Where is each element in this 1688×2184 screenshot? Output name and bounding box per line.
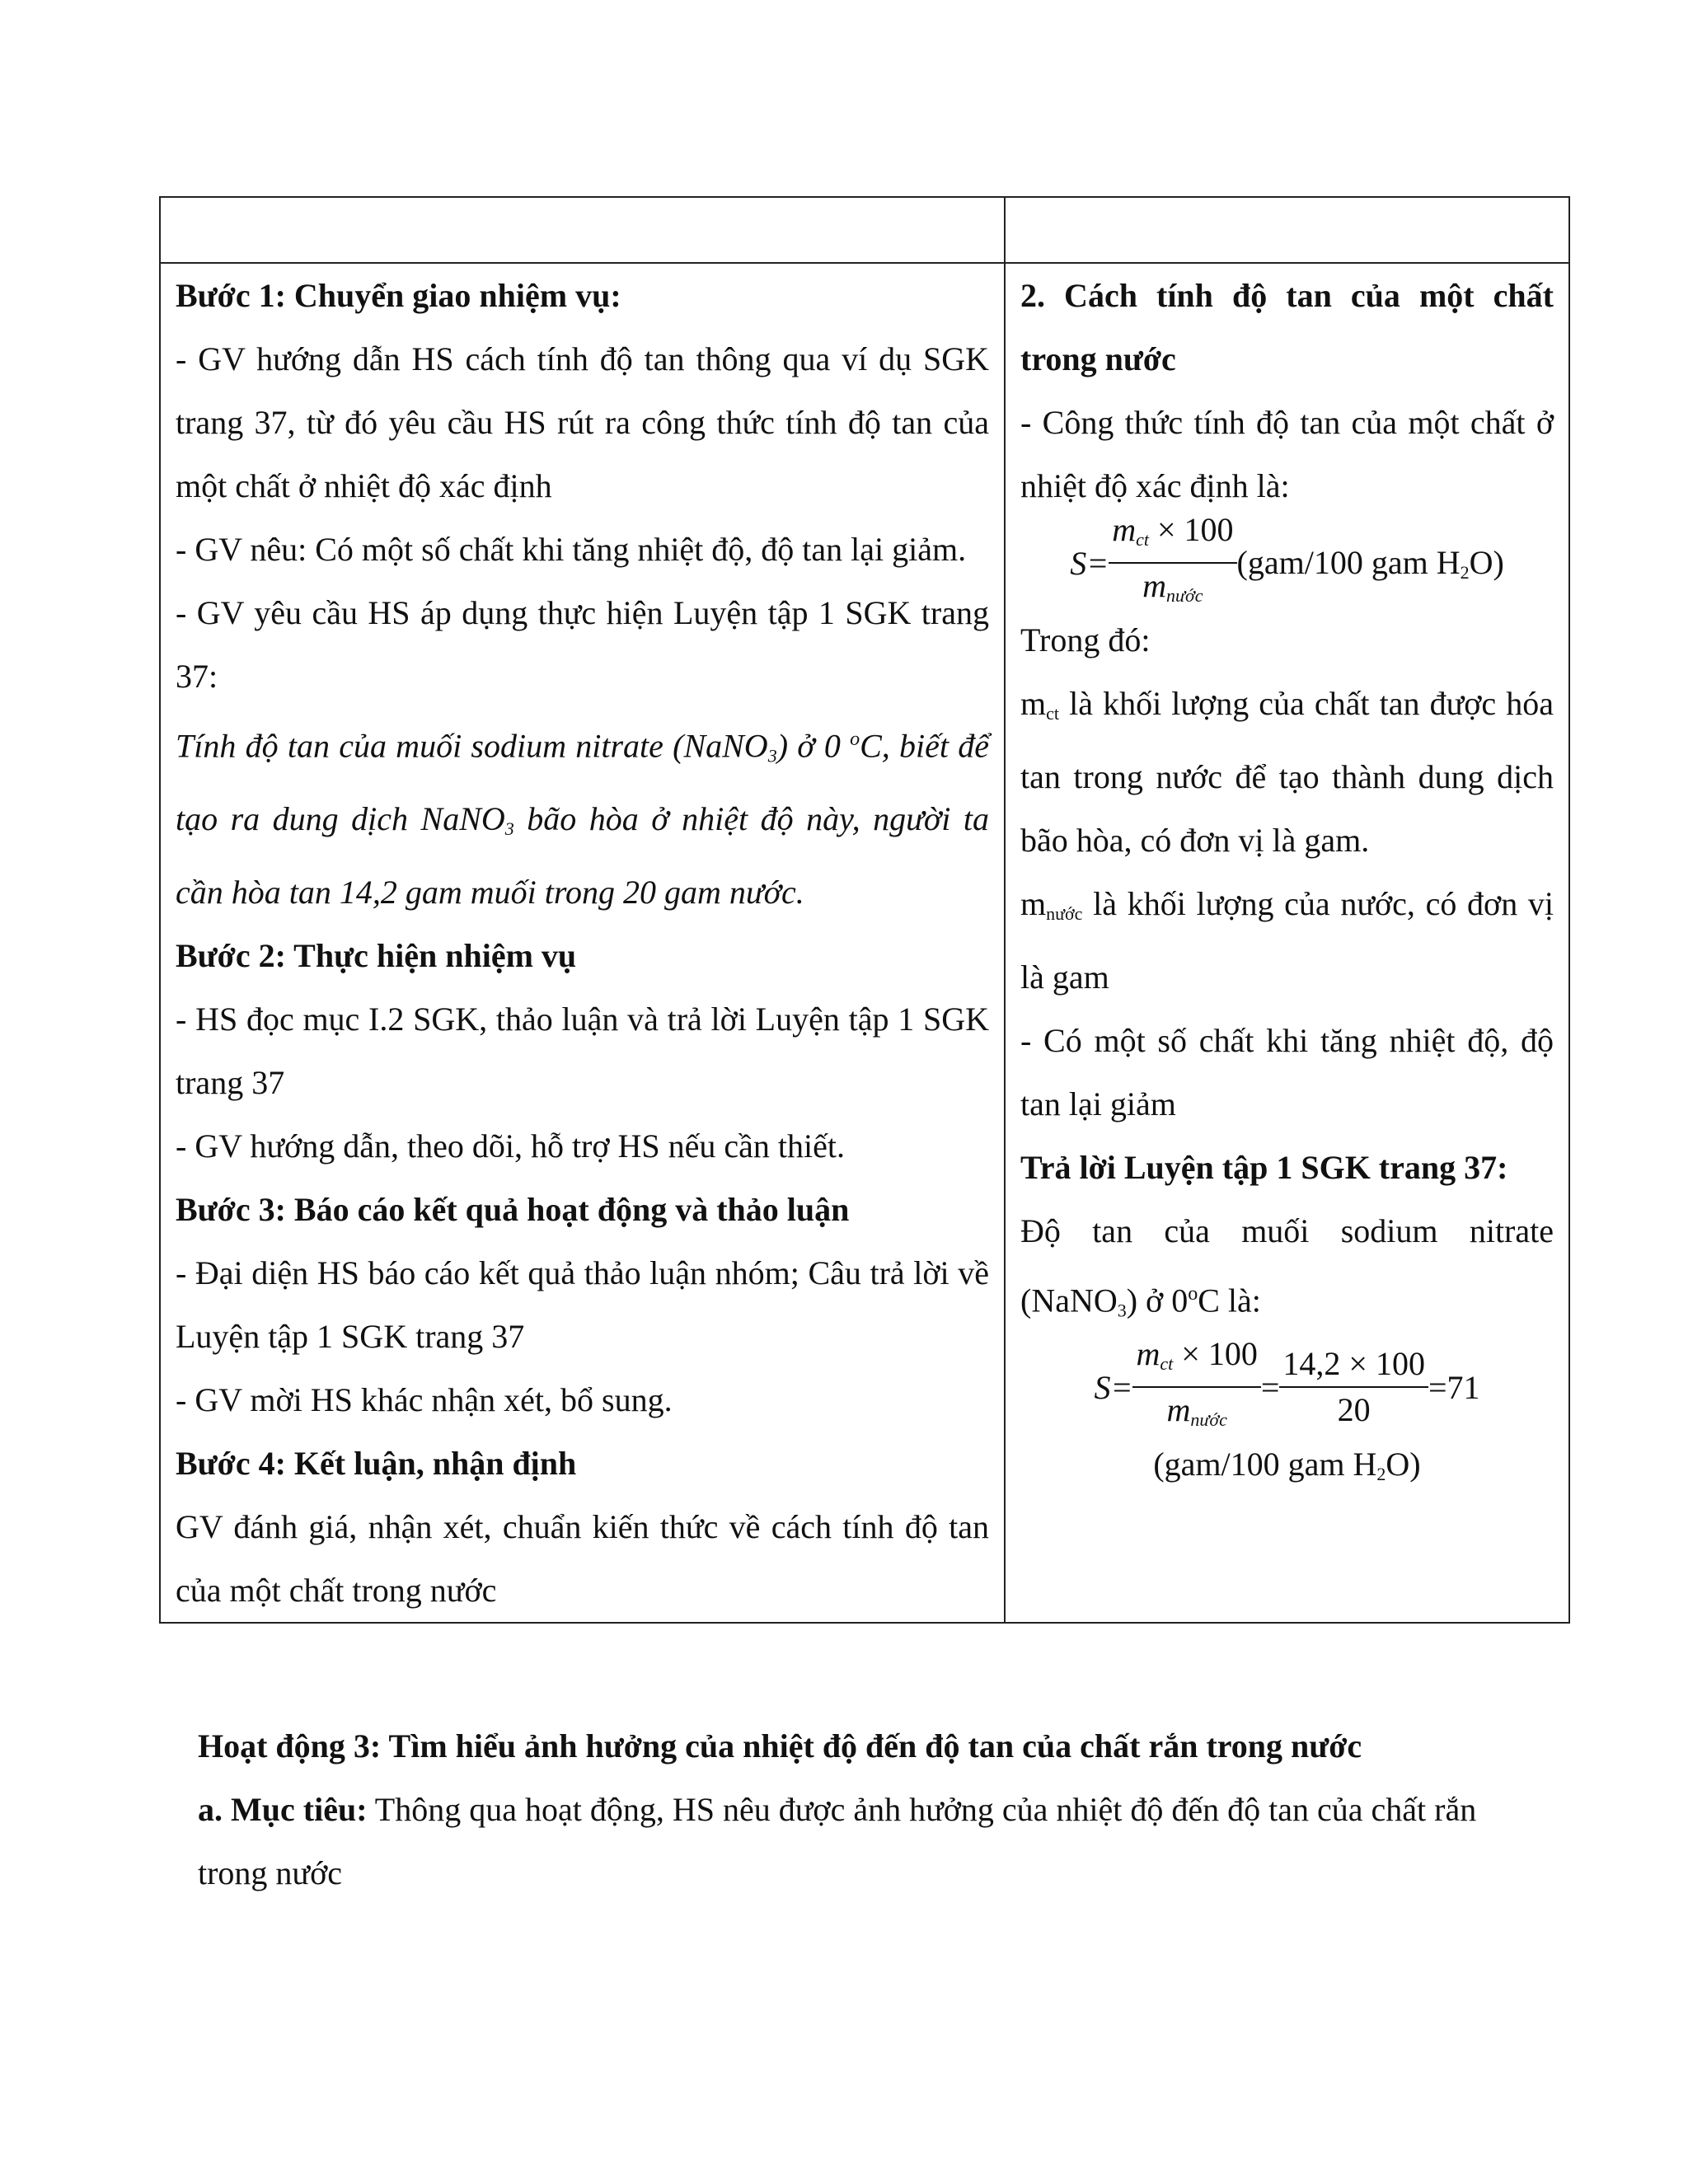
- subscript: 2: [1460, 561, 1470, 583]
- answer-part: C là:: [1198, 1282, 1261, 1319]
- numerator-m: m: [1112, 511, 1137, 548]
- teacher-activity-cell: [160, 263, 1005, 1623]
- subscript: ct: [1136, 529, 1149, 550]
- solubility-formula: [1020, 511, 1554, 608]
- subscript: 3: [767, 745, 777, 766]
- unit-part: O): [1469, 543, 1504, 581]
- empty-cell-right: [1005, 197, 1569, 263]
- degree-mark: o: [850, 729, 860, 750]
- formula-fraction: [1109, 508, 1236, 618]
- table-header-row: [160, 197, 1569, 263]
- mct-definition: [1020, 672, 1554, 872]
- symbol-m: m: [1020, 885, 1047, 922]
- step3-line2: - GV mời HS khác nhận xét, bổ sung.: [176, 1381, 673, 1419]
- formula-intro: - Công thức tính độ tan của một chất ở nhiệt độ xác định là:: [1020, 404, 1554, 504]
- fraction-numerator: [1132, 1332, 1260, 1388]
- subscript: nước: [1046, 903, 1083, 924]
- exercise-part: ) ở 0: [776, 727, 851, 765]
- step3-title: Bước 3: Báo cáo kết quả hoạt động và thảo luận: [176, 1191, 850, 1229]
- lesson-table: [159, 196, 1570, 1624]
- section-title: 2. Cách tính độ tan của một chất trong nước: [1020, 277, 1554, 377]
- answer-part: ) ở 0: [1126, 1282, 1189, 1319]
- mnuoc-definition: [1020, 872, 1554, 1009]
- step4-line1: GV đánh giá, nhận xét, chuẩn kiến thức về cách tính độ tan của một chất trong nước: [176, 1508, 989, 1610]
- formula-fraction: [1132, 1332, 1260, 1442]
- unit-part: (gam/100 gam H: [1153, 1446, 1377, 1483]
- definition-text: là khối lượng của nước, có đơn vị là gam: [1020, 885, 1554, 996]
- exercise-part: C, biết để tạo ra dung dịch NaNO: [176, 727, 989, 838]
- subscript: 3: [504, 818, 514, 840]
- objective-label: a. Mục tiêu:: [198, 1791, 368, 1828]
- step2-line2: - GV hướng dẫn, theo dõi, hỗ trợ HS nếu cần thiết.: [176, 1127, 846, 1165]
- denominator-m: m: [1142, 567, 1167, 604]
- numeric-fraction: [1279, 1342, 1428, 1432]
- denominator-m: m: [1166, 1391, 1191, 1429]
- degree-mark: o: [1188, 1283, 1198, 1305]
- numerator-rest: × 100: [1148, 511, 1234, 548]
- activity3-heading: Hoạt động 3: Tìm hiểu ảnh hưởng của nhiệt độ đến độ tan của chất rắn trong nước: [198, 1727, 1362, 1765]
- exercise-part: bão hòa ở nhiệt độ này, người ta cần hòa tan 14,2 gam muối trong 20 gam nước.: [176, 800, 990, 912]
- formula-s: S=: [1070, 544, 1109, 582]
- objective-text: Thông qua hoạt động, HS nêu được ảnh hưởng của nhiệt độ đến độ tan của chất rắn trong nước: [198, 1791, 1477, 1891]
- fraction-denominator: 20: [1337, 1391, 1371, 1429]
- step2-line1: - HS đọc mục I.2 SGK, thảo luận và trả lời Luyện tập 1 SGK trang 37: [176, 1001, 989, 1102]
- objective-paragraph: [198, 1778, 1500, 1905]
- formula-unit: [1237, 543, 1504, 583]
- equals-sign: =: [1260, 1368, 1280, 1406]
- subscript: ct: [1046, 703, 1060, 724]
- subscript: nước: [1166, 585, 1203, 606]
- table-content-row: [160, 263, 1569, 1623]
- unit-part: (gam/100 gam H: [1236, 543, 1461, 581]
- answer-part: Độ tan của muối sodium nitrate (NaNO: [1020, 1212, 1554, 1319]
- expected-result-cell: [1005, 263, 1569, 1623]
- answer-unit: [1020, 1432, 1554, 1506]
- note-text: - Có một số chất khi tăng nhiệt độ, độ tan lại giảm: [1020, 1022, 1554, 1122]
- activity3-section: [198, 1714, 1500, 1905]
- empty-cell-left: [160, 197, 1005, 263]
- step2-title: Bước 2: Thực hiện nhiệm vụ: [176, 937, 577, 975]
- formula-s: S=: [1094, 1368, 1133, 1406]
- subscript: 2: [1376, 1464, 1386, 1485]
- answer-title: Trả lời Luyện tập 1 SGK trang 37:: [1020, 1149, 1508, 1186]
- symbol-m: m: [1020, 685, 1047, 722]
- answer-intro: [1020, 1199, 1554, 1342]
- fraction-numerator: [1109, 508, 1236, 564]
- fraction-numerator: 14,2 × 100: [1279, 1342, 1428, 1388]
- subscript: 3: [1117, 1300, 1127, 1321]
- step1-line2: - GV nêu: Có một số chất khi tăng nhiệt độ, độ tan lại giảm.: [176, 531, 967, 568]
- numerator-rest: × 100: [1173, 1335, 1258, 1373]
- step3-line1: - Đại diện HS báo cáo kết quả thảo luận nhóm; Câu trả lời về Luyện tập 1 SGK trang 37: [176, 1254, 989, 1356]
- answer-formula: [1020, 1335, 1554, 1432]
- step1-line1: - GV hướng dẫn HS cách tính độ tan thông qua ví dụ SGK trang 37, từ đó yêu cầu HS rút ra công thức tính độ tan của một chất ở nhiệt độ xác định: [176, 340, 989, 504]
- exercise-part: Tính độ tan của muối sodium nitrate (NaNO: [176, 727, 768, 765]
- step4-title: Bước 4: Kết luận, nhận định: [176, 1445, 577, 1483]
- step1-line3: - GV yêu cầu HS áp dụng thực hiện Luyện tập 1 SGK trang 37:: [176, 594, 989, 695]
- subscript: ct: [1160, 1353, 1174, 1375]
- formula-result: =71: [1428, 1368, 1480, 1406]
- trong-do: Trong đó:: [1020, 621, 1151, 658]
- definition-text: là khối lượng của chất tan được hóa tan trong nước để tạo thành dung dịch bão hòa, có đơn vị là gam.: [1020, 685, 1554, 859]
- unit-part: O): [1386, 1446, 1421, 1483]
- exercise-text: [176, 708, 989, 924]
- step1-title: Bước 1: Chuyển giao nhiệm vụ:: [176, 277, 621, 314]
- numerator-m: m: [1136, 1335, 1160, 1373]
- subscript: nước: [1190, 1409, 1227, 1431]
